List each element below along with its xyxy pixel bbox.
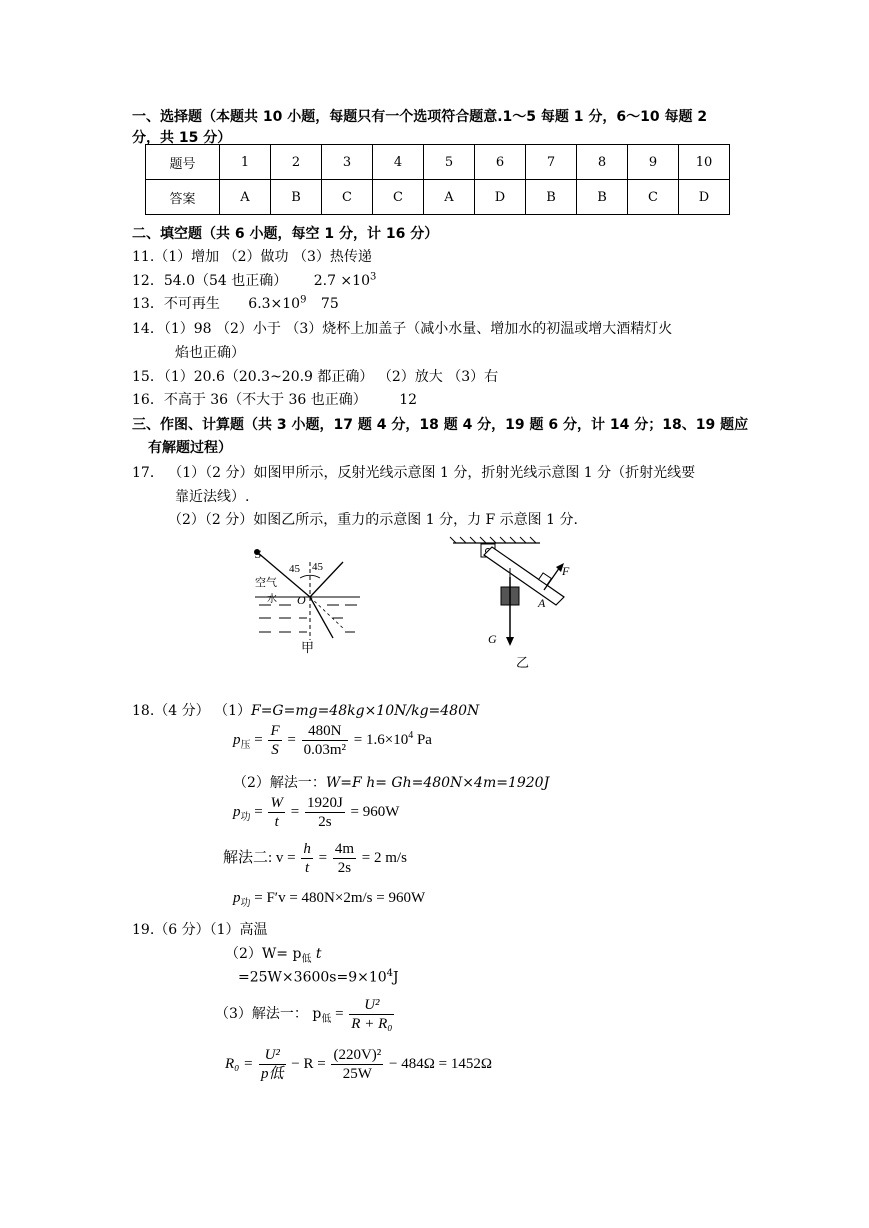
table-cell: A [220,180,271,215]
table-cell: 1 [220,145,271,180]
figure-yi-lever-diagram [448,535,588,670]
answer-q16-part1: 16．不高于 36（不大于 36 也正确） [132,392,367,408]
answer-q12-part1: 12．54.0（54 也正确） [132,273,288,289]
section3-title-line2: 有解题过程） [148,440,232,456]
label-G: G [488,632,497,646]
label-angle-45-right: 45 [312,561,323,573]
answer-q17-line2: 靠近法线）. [175,489,250,505]
answer-q13-part2: $6.3\times 10^9$ [248,294,307,312]
table-cell: 4 [373,145,424,180]
q19-part2-result: $=25W\times 3600s=9\times 10^4J$ [238,968,399,986]
label-water: 水 [267,594,277,605]
table-cell: 8 [577,145,628,180]
section2-title: 二、填空题（共 6 小题，每空 1 分，计 16 分） [132,226,439,242]
answer-table-row-numbers [146,145,730,180]
answer-q14-line2: 焰也正确） [175,345,245,361]
table-cell: C [322,180,373,215]
answer-q14-line1: 14．（1）98 （2）小于 （3）烧杯上加盖子（减小水量、增加水的初温或增大酒精灯火 [132,321,673,337]
table-cell: 10 [679,145,730,180]
answer-table-row-answers [146,180,730,215]
q18-method2-formula: 解法二: v = $\frac{h}{t}$ = $\frac{4m}{2s}$ = 2 m/s [223,841,407,876]
q18-method1: （2）解法一：W=F h= Gh=480N×4m=1920J [233,775,550,791]
answer-q13-part1: 13．不可再生 [132,296,220,312]
label-F: F [562,564,570,578]
label-S: S [255,547,261,561]
table-cell: D [475,180,526,215]
answer-q19-line1: 19.（6 分）（1）高温 [132,922,268,938]
table-cell: B [577,180,628,215]
figure-caption-yi: 乙 [516,656,530,670]
label-A: A [538,596,546,610]
q18-pressure-formula: $p_压$ = $\frac{F}{S}$ = $\frac{480N}{\text{0.03m²}}$ = $1.6\times 10^4$ Pa [233,723,432,758]
q18-head: 18.（4 分） （1） [132,703,251,719]
answer-q15: 15．（1）20.6（20.3~20.9 都正确） （2）放大 （3）右 [132,369,499,385]
table-cell: 9 [628,145,679,180]
answer-q16-part2: 12 [399,392,418,408]
table-answer-label: 答案 [146,180,220,215]
answer-q13 [132,293,339,313]
answer-q11: 11.（1）增加 （2）做功 （3）热传递 [132,249,372,265]
answer-q16 [132,389,417,409]
table-cell: 6 [475,145,526,180]
q18-power-formula-2: $p_功 = F'v = 480N\times 2m/s = 960W$ [233,890,426,909]
label-angle-45-left: 45 [289,563,300,575]
section1-title-line2: 分，共 15 分） [132,130,232,146]
section3-title-line1: 三、作图、计算题（共 3 小题，17 题 4 分，18 题 4 分，19 题 6 分，计 14 分；18、19 题应 [132,417,749,433]
answer-table [145,144,730,215]
table-cell: 7 [526,145,577,180]
q18-power-formula-1: $p_功$ = $\frac{W}{t}$ = $\frac{1920J}{2s}$ = 960W [233,795,400,830]
q18-force-equation: F=G=mg=48kg×10N/kg=480N [250,703,480,719]
answer-q12-part2: $2.7 \times 10^3$ [313,271,377,289]
table-cell: B [271,180,322,215]
table-cell: C [373,180,424,215]
table-cell: B [526,180,577,215]
table-cell: 3 [322,145,373,180]
answer-q18-line1 [132,700,479,720]
label-O: O [297,593,306,607]
figure-caption-jia: 甲 [301,641,315,656]
table-cell: 2 [271,145,322,180]
table-cell: 5 [424,145,475,180]
q19-part2-formula: $(2)W= p_低$ t [225,946,322,965]
q19-part3-formula: （3）解法一： $p_低$ = $\frac{\text{U²}}{\text{R + R₀}}$ [215,997,393,1032]
answer-q17-line1: 17． （1）（2 分）如图甲所示，反射光线示意图 1 分，折射光线示意图 1 分（折射光线要 [132,465,696,481]
figure-jia-light-diagram [245,540,375,660]
table-cell: A [424,180,475,215]
section1-title-line1: 一、选择题（本题共 10 小题，每题只有一个选项符合题意.1～5 每题 1 分，6～10 每题 2 [132,109,708,125]
q19-r0-formula: R₀ = $\frac{\text{U²}}{\text{p低}}$ − R = $\frac{\text{(220V)²}}{25W}$ − 484Ω = 1452Ω [225,1047,492,1082]
answer-q12 [132,270,376,290]
table-cell: D [679,180,730,215]
table-cell: C [628,180,679,215]
label-air: 空气 [255,576,277,589]
table-header-label: 题号 [146,145,220,180]
answer-q13-part3: 75 [320,296,339,312]
answer-q17-line3: （2）（2 分）如图乙所示，重力的示意图 1 分，力 F 示意图 1 分. [168,512,578,528]
